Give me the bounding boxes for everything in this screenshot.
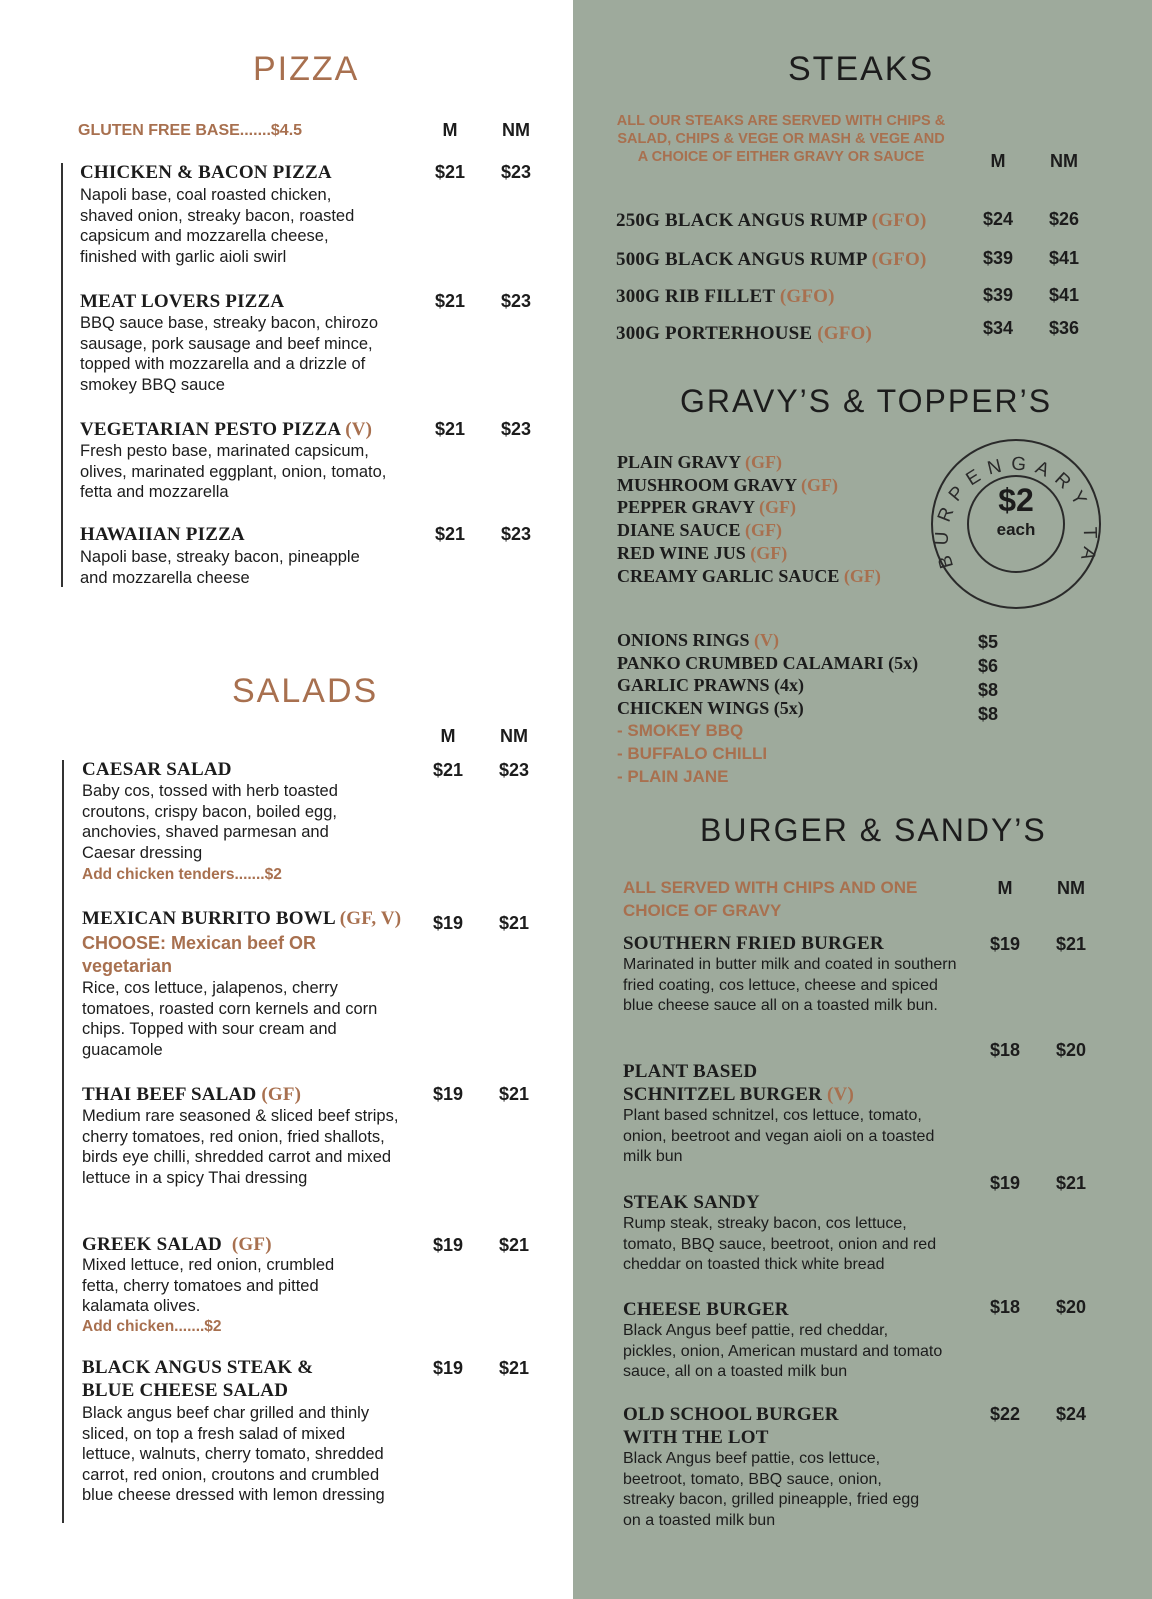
- wing-option: - PLAIN JANE: [617, 767, 729, 786]
- burgers-served-note: ALL SERVED WITH CHIPS AND ONE CHOICE OF GRAVY: [623, 878, 918, 920]
- salad-price-m: $19: [432, 913, 464, 933]
- pizza-item-desc: Napoli base, streaky bacon, pineapple and mozzarella cheese: [80, 548, 360, 587]
- burger-item-desc: Black Angus beef pattie, cos lettuce, beetroot, tomato, BBQ sauce, onion, streaky bacon, grilled pineapple, fried egg on a toasted milk bun: [623, 1450, 920, 1529]
- steaks-served-note: ALL OUR STEAKS ARE SERVED WITH CHIPS & SALAD, CHIPS & VEGE OR MASH & VEGE AND A CHOICE OF EITHER GRAVY OR SAUCE: [616, 113, 946, 165]
- salad-item-name-line2: BLUE CHEESE SALAD: [82, 1380, 289, 1401]
- burger-price-m: $19: [989, 1173, 1021, 1193]
- badge-each: each: [996, 520, 1036, 539]
- salad-item-desc: Mixed lettuce, red onion, crumbled fetta, cherry tomatoes and pitted kalamata olives.: [82, 1256, 335, 1315]
- steak-item-name: 250G BLACK ANGUS RUMP (GFO): [616, 210, 927, 231]
- badge-ring-text: BURPENGARY TA: [931, 453, 1101, 571]
- salad-price-nm: $21: [498, 913, 530, 933]
- pizza-col-m: M: [442, 120, 458, 140]
- pizza-price-m: $21: [434, 419, 466, 439]
- steak-price-nm: $41: [1048, 285, 1080, 305]
- pizza-price-m: $21: [434, 524, 466, 544]
- pizza-item-name: HAWAIIAN PIZZA: [80, 524, 245, 545]
- gravy-item: DIANE SAUCE (GF): [617, 520, 783, 540]
- pizza-price-nm: $23: [500, 291, 532, 311]
- burger-item-desc: Marinated in butter milk and coated in southern fried coating, cos lettuce, cheese and spiced blue cheese sauce all on a toasted milk bun.: [623, 956, 957, 1014]
- pizza-item-desc: BBQ sauce base, streaky bacon, chirozo sausage, pork sausage and beef mince, topped with mozzarella and a drizzle of smokey BBQ sauce: [80, 314, 379, 394]
- gfo-tag: (GFO): [817, 323, 873, 344]
- steak-price-m: $39: [982, 248, 1014, 268]
- steak-price-m: $39: [982, 285, 1014, 305]
- burger-item-desc: Plant based schnitzel, cos lettuce, tomato, onion, beetroot and vegan aioli on a toasted milk bun: [623, 1107, 935, 1165]
- salad-item-name-line1: BLACK ANGUS STEAK &: [82, 1357, 314, 1378]
- topper-item: PANKO CRUMBED CALAMARI (5x): [617, 653, 919, 673]
- gluten-free-base-note: GLUTEN FREE BASE.......$4.5: [78, 122, 303, 139]
- burger-price-nm: $24: [1055, 1404, 1087, 1424]
- salad-item-desc: Baby cos, tossed with herb toasted croutons, crispy bacon, boiled egg, anchovies, shaved parmesan and Caesar dressing: [82, 782, 338, 862]
- topper-item: CHICKEN WINGS (5x): [617, 698, 804, 718]
- salad-price-m: $19: [432, 1235, 464, 1255]
- wing-option: - BUFFALO CHILLI: [617, 744, 768, 763]
- pizza-price-nm: $23: [500, 524, 532, 544]
- two-dollar-each-badge: [930, 438, 1102, 610]
- pizza-price-m: $21: [434, 162, 466, 182]
- burger-price-m: $22: [989, 1404, 1021, 1424]
- burger-item-name-line2: SCHNITZEL BURGER (V): [623, 1084, 855, 1105]
- gravies-section-title: GRAVY’S & TOPPER’S: [680, 383, 1053, 419]
- salad-price-nm: $21: [498, 1358, 530, 1378]
- salads-col-nm: NM: [500, 726, 528, 746]
- salad-item-name: GREEK SALAD (GF): [82, 1234, 272, 1255]
- topper-price: $6: [978, 656, 999, 676]
- topper-item: GARLIC PRAWNS (4x): [617, 675, 805, 695]
- gravy-item: PEPPER GRAVY (GF): [617, 497, 796, 517]
- burger-price-nm: $20: [1055, 1297, 1087, 1317]
- pizza-price-nm: $23: [500, 162, 532, 182]
- topper-price: $8: [978, 704, 999, 724]
- burger-price-nm: $21: [1055, 1173, 1087, 1193]
- salad-item-desc: Medium rare seasoned & sliced beef strips, cherry tomatoes, red onion, fried shallots, birds eye chilli, shredded carrot and mixed lettuce in a spicy Thai dressing: [82, 1107, 399, 1187]
- pizza-section-title: PIZZA: [253, 50, 360, 88]
- pizza-item-name: CHICKEN & BACON PIZZA: [80, 162, 332, 183]
- burger-item-name: CHEESE BURGER: [623, 1299, 789, 1320]
- salad-item-name: CAESAR SALAD: [82, 759, 232, 780]
- salad-price-m: $21: [432, 760, 464, 780]
- gf-tag: (GF): [231, 1234, 272, 1255]
- topper-price: $8: [978, 680, 999, 700]
- vegetarian-tag: (V): [345, 419, 373, 440]
- salad-item-desc: Black angus beef char grilled and thinly sliced, on top a fresh salad of mixed lettuce, walnuts, cherry tomato, shredded carrot, red onion, croutons and crumbled blue cheese dressed with lemon dressing: [82, 1404, 385, 1504]
- gravy-item: MUSHROOM GRAVY (GF): [617, 475, 838, 495]
- steak-price-m: $34: [982, 318, 1014, 338]
- steak-item-name: 300G PORTERHOUSE (GFO): [616, 323, 873, 344]
- gfo-tag: (GFO): [779, 286, 835, 307]
- pizza-divider: [61, 163, 63, 587]
- burger-item-name-line2: WITH THE LOT: [623, 1427, 769, 1448]
- burger-price-nm: $20: [1055, 1040, 1087, 1060]
- salads-divider: [62, 760, 64, 1523]
- burger-item-desc: Rump steak, streaky bacon, cos lettuce, tomato, BBQ sauce, beetroot, onion and red cheddar on toasted thick white bread: [623, 1215, 937, 1273]
- burgers-col-m: M: [997, 878, 1013, 898]
- burger-price-nm: $21: [1055, 934, 1087, 954]
- burger-item-name: STEAK SANDY: [623, 1192, 760, 1213]
- burger-item-name-line1: OLD SCHOOL BURGER: [623, 1404, 839, 1425]
- burger-price-m: $19: [989, 934, 1021, 954]
- burger-item-name: SOUTHERN FRIED BURGER: [623, 933, 884, 954]
- steak-item-name: 500G BLACK ANGUS RUMP (GFO): [616, 249, 927, 270]
- add-chicken-note: Add chicken.......$2: [82, 1318, 222, 1335]
- pizza-item-name: VEGETARIAN PESTO PIZZA (V): [80, 419, 373, 440]
- pizza-col-nm: NM: [502, 120, 530, 140]
- steaks-col-m: M: [990, 151, 1006, 171]
- burger-price-m: $18: [989, 1040, 1021, 1060]
- gravy-item: CREAMY GARLIC SAUCE (GF): [617, 566, 881, 586]
- burgers-col-nm: NM: [1057, 878, 1085, 898]
- salad-price-nm: $21: [498, 1235, 530, 1255]
- gfo-tag: (GFO): [871, 210, 927, 231]
- salad-price-m: $19: [432, 1084, 464, 1104]
- salads-section-title: SALADS: [232, 672, 379, 710]
- gf-tag: (GF): [261, 1084, 302, 1105]
- wing-option: - SMOKEY BBQ: [617, 721, 744, 740]
- gravy-item: PLAIN GRAVY (GF): [617, 452, 782, 472]
- steak-price-m: $24: [982, 209, 1014, 229]
- add-chicken-tenders-note: Add chicken tenders.......$2: [82, 866, 282, 883]
- pizza-price-nm: $23: [500, 419, 532, 439]
- burgers-section-title: BURGER & SANDY’S: [700, 812, 1047, 848]
- topper-price: $5: [978, 632, 999, 652]
- topper-item: ONIONS RINGS (V): [617, 630, 780, 650]
- salads-col-m: M: [440, 726, 456, 746]
- steaks-col-nm: NM: [1050, 151, 1078, 171]
- salad-price-nm: $21: [498, 1084, 530, 1104]
- gravy-item: RED WINE JUS (GF): [617, 543, 788, 563]
- salad-item-desc: Rice, cos lettuce, jalapenos, cherry tomatoes, roasted corn kernels and corn chips. Topped with sour cream and guacamole: [82, 979, 378, 1059]
- steak-price-nm: $26: [1048, 209, 1080, 229]
- salad-price-nm: $23: [498, 760, 530, 780]
- pizza-price-m: $21: [434, 291, 466, 311]
- pizza-item-desc: Napoli base, coal roasted chicken, shaved onion, streaky bacon, roasted capsicum and mozzarella cheese, finished with garlic aioli swirl: [80, 186, 355, 266]
- steak-item-name: 300G RIB FILLET (GFO): [616, 286, 835, 307]
- burger-price-m: $18: [989, 1297, 1021, 1317]
- pizza-item-name: MEAT LOVERS PIZZA: [80, 291, 285, 312]
- gfo-tag: (GFO): [871, 249, 927, 270]
- burger-item-name-line1: PLANT BASED: [623, 1061, 758, 1082]
- salad-item-name: MEXICAN BURRITO BOWL (GF, V): [82, 908, 402, 929]
- steak-price-nm: $36: [1048, 318, 1080, 338]
- steaks-section-title: STEAKS: [788, 50, 935, 88]
- salad-item-name: THAI BEEF SALAD (GF): [82, 1084, 302, 1105]
- burrito-choice-note: CHOOSE: Mexican beef OR vegetarian: [82, 933, 317, 976]
- pizza-item-desc: Fresh pesto base, marinated capsicum, olives, marinated eggplant, onion, tomato, fetta and mozzarella: [80, 442, 387, 501]
- salad-price-m: $19: [432, 1358, 464, 1378]
- steak-price-nm: $41: [1048, 248, 1080, 268]
- badge-price: $2: [998, 482, 1034, 518]
- burger-item-desc: Black Angus beef pattie, red cheddar, pickles, onion, American mustard and tomato sauce, all on a toasted milk bun: [623, 1322, 943, 1380]
- gf-v-tag: (GF, V): [339, 908, 402, 929]
